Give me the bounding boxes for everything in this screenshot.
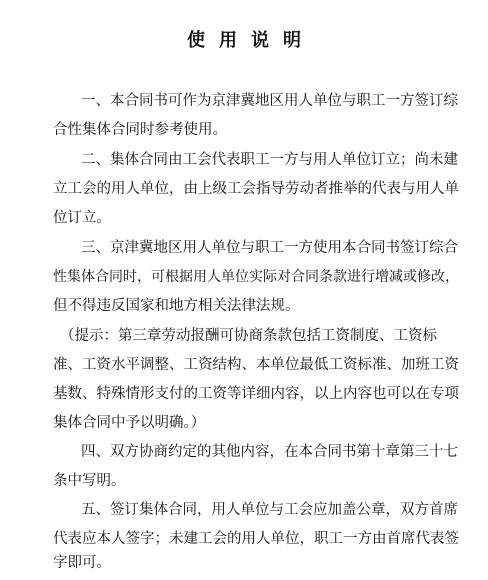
paragraph-2-line-2: 立工会的用人单位，由上级工会指导劳动者推举的代表与用人单	[53, 181, 459, 197]
paragraph-3-line-3: 但不得违反国家和地方相关法律法规。	[53, 298, 300, 314]
paragraph-2-line-1: 二、集体合同由工会代表职工一方与用人单位订立；尚未建	[81, 152, 458, 168]
paragraph-1-line-2: 合性集体合同时参考使用。	[53, 122, 227, 138]
paragraph-3-line-1: 三、京津冀地区用人单位与职工一方使用本合同书签订综合	[81, 240, 458, 256]
page-title: 使用说明	[187, 30, 315, 51]
paragraph-4-line-1: 四、双方协商约定的其他内容，在本合同书第十章第三十七	[81, 444, 458, 460]
paragraph-5-line-2: 代表应本人签字；未建工会的用人单位，职工一方由首席代表签	[53, 531, 459, 547]
paragraph-1-line-1: 一、本合同书可作为京津冀地区用人单位与职工一方签订综	[81, 93, 458, 109]
paragraph-2-line-3: 位订立。	[53, 210, 111, 226]
note-line-1: （提示：第三章劳动报酬可协商条款包括工资制度、工资标	[60, 328, 437, 344]
paragraph-4-line-2: 条中写明。	[53, 473, 126, 489]
note-line-3: 基数、特殊情形支付的工资等详细内容，以上内容也可以在专项	[53, 386, 459, 402]
paragraph-5-line-3: 字即可。	[53, 555, 111, 571]
note-line-2: 准、工资水平调整、工资结构、本单位最低工资标准、加班工资	[53, 357, 459, 373]
paragraph-3-line-2: 性集体合同时，可根据用人单位实际对合同条款进行增减或修改，	[53, 269, 459, 285]
paragraph-5-line-1: 五、签订集体合同，用人单位与工会应加盖公章，双方首席	[81, 502, 458, 518]
note-line-4: 集体合同中予以明确。）	[53, 415, 206, 431]
